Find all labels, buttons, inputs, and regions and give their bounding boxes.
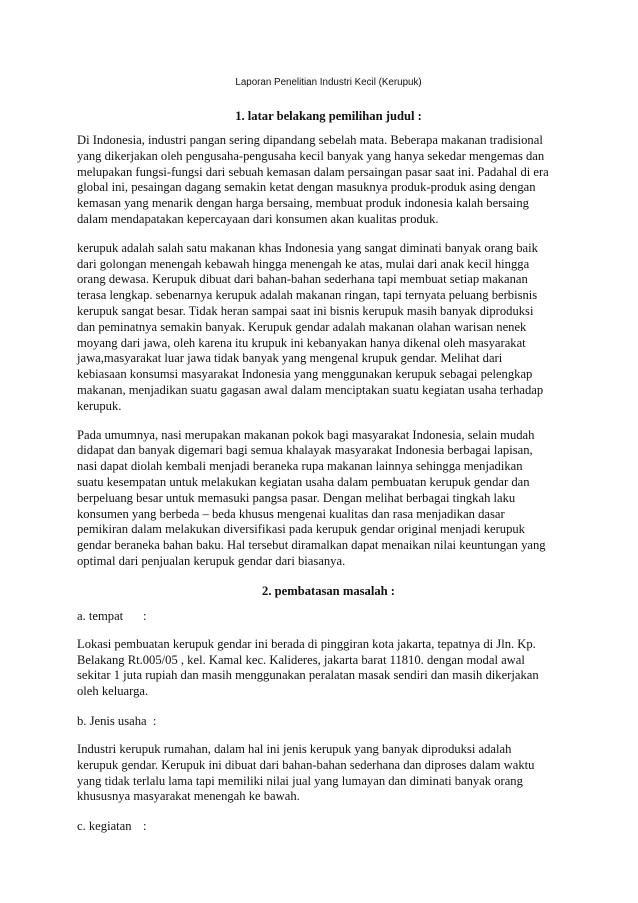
text-line: makanan, menjadikan suatu gagasan awal dalam menciptakan suatu kegiatan usaha terhadap: [77, 382, 544, 397]
text-line: Belakang Rt.005/05 , kel. Kamal kec. Kalideres, jakarta barat 11810. dengan modal awal: [77, 652, 525, 667]
subsection-heading-tempat: [77, 608, 580, 624]
text-line: kerupuk gendar. Kerupuk ini dibuat dari bahan-bahan sederhana dan diproses dalam waktu: [77, 757, 535, 772]
text-line: berpeluang besar untuk memasuki pangsa pasar. Dengan melihat berbagai tingkah laku: [77, 490, 516, 505]
text-line: Di Indonesia, industri pangan sering dipandang sebelah mata. Beberapa makanan tradisional: [77, 133, 543, 147]
text-line: dari golongan menengah kebawah hingga menengah ke atas, mulai dari anak kecil hingga: [77, 256, 530, 271]
text-line: dalam mendapatakan kepercayaan dari konsumen akan kualitas produk.: [77, 211, 439, 226]
paragraph-jenis-usaha: [77, 742, 580, 805]
paragraph-intro: [77, 133, 580, 228]
text-line: gendar beraneka bahan baku. Hal tersebut diramalkan dapat menaikan nilai keuntungan yang: [77, 538, 546, 553]
text-line: Pada umumnya, nasi merupakan makanan pokok bagi masyarakat Indonesia, selain mudah: [77, 427, 535, 442]
subsection-colon: :: [143, 608, 147, 623]
document-title: Laporan Penelitian Industri Kecil (Kerupuk): [235, 77, 422, 88]
subsection-heading-kegiatan: [77, 818, 580, 834]
text-line: global ini, pesaingan dagang semakin ketat dengan masuknya produk-produk asing dengan: [77, 180, 536, 195]
text-line: sekitar 1 juta rupiah dan masih menggunakan peralatan masak sendiri dan masih dikerjakan: [77, 668, 539, 683]
text-line: kerupuk sangat besar. Tidak heran sampai saat ini bisnis kerupuk masih banyak diproduksi: [77, 303, 534, 318]
paragraph-nasi: [77, 428, 580, 570]
section-heading-background: 1. latar belakang pemilihan judul :: [235, 109, 422, 123]
subsection-colon: :: [143, 819, 147, 834]
text-line: yang dikerjakan oleh pengusaha-pengusaha kecil banyak yang hanya sekedar mengemas dan: [77, 148, 545, 163]
text-line: kerupuk.: [77, 398, 122, 413]
text-line: khususnya masyarakat menengah ke bawah.: [77, 789, 300, 804]
text-line: optimal dari penjualan kerupuk gendar dari biasanya.: [77, 553, 346, 568]
subsection-heading-jenis-usaha: [77, 713, 580, 729]
text-line: melupakan fungsi-fungsi dari sebuah kemasan dalam persaingan pasar saat ini. Padahal di era: [77, 164, 549, 179]
text-line: yang tidak terlalu lama tapi memiliki nilai jual yang lumayan dan diminati banyak orang: [77, 773, 523, 788]
text-line: Industri kerupuk rumahan, dalam hal ini jenis kerupuk yang banyak diproduksi adalah: [77, 741, 512, 756]
subsection-label: b. Jenis usaha: [77, 713, 147, 728]
text-line: didapat dan banyak digemari bagi semua khalayak masyarakat Indonesia berbagai lapisan,: [77, 443, 533, 458]
text-line: oleh keluarga.: [77, 684, 149, 699]
text-line: jawa,masyarakat luar jawa tidak banyak yang mengenal krupuk gendar. Melihat dari: [77, 351, 503, 366]
text-line: suatu kesempatan untuk melakukan kegiatan usaha dalam pembuatan kerupuk gendar dan: [77, 474, 530, 489]
subsection-label: a. tempat: [77, 608, 124, 623]
section-heading-scope: 2. pembatasan masalah :: [262, 583, 395, 598]
subsection-colon: :: [152, 713, 157, 728]
text-line: Lokasi pembuatan kerupuk gendar ini berada di pinggiran kota jakarta, tepatnya di Jln. Kp.: [77, 636, 536, 651]
text-line: nasi dapat diolah kembali menjadi beraneka rupa makanan lainnya sehingga menjadikan: [77, 459, 523, 474]
text-line: kerupuk adalah salah satu makanan khas Indonesia yang sangat diminati banyak orang baik: [77, 240, 538, 255]
text-line: kebiasaan konsumsi masyarakat Indonesia yang menggunakan kerupuk sebagai pelengkap: [77, 367, 533, 382]
subsection-label: c. kegiatan: [77, 819, 132, 834]
paragraph-kerupuk: [77, 241, 580, 415]
paragraph-tempat: [77, 637, 580, 700]
text-line: konsumen yang berbeda – beda khusus mengenai kualitas dan rasa menjadikan dasar: [77, 506, 505, 521]
text-line: pemikiran dalam melakukan diversifikasi pada kerupuk gendar original menjadi kerupuk: [77, 522, 525, 537]
text-line: orang dewasa. Kerupuk dibuat dari bahan-bahan sederhana tapi membuat setiap makanan: [77, 272, 528, 287]
text-line: moyang dari jawa, oleh karena itu krupuk ini kebanyakan hanya dikenal oleh masyarakat: [77, 335, 526, 350]
text-line: dan peminatnya semakin banyak. Kerupuk gendar adalah makanan olahan warisan nenek: [77, 319, 527, 334]
text-line: kemasan yang menarik dengan harga bersaing, membuat produk indonesia kalah bersaing: [77, 196, 529, 211]
text-line: terasa lengkap. sebenarnya kerupuk adalah makanan ringan, tapi ternyata peluang berbisnis: [77, 288, 538, 303]
